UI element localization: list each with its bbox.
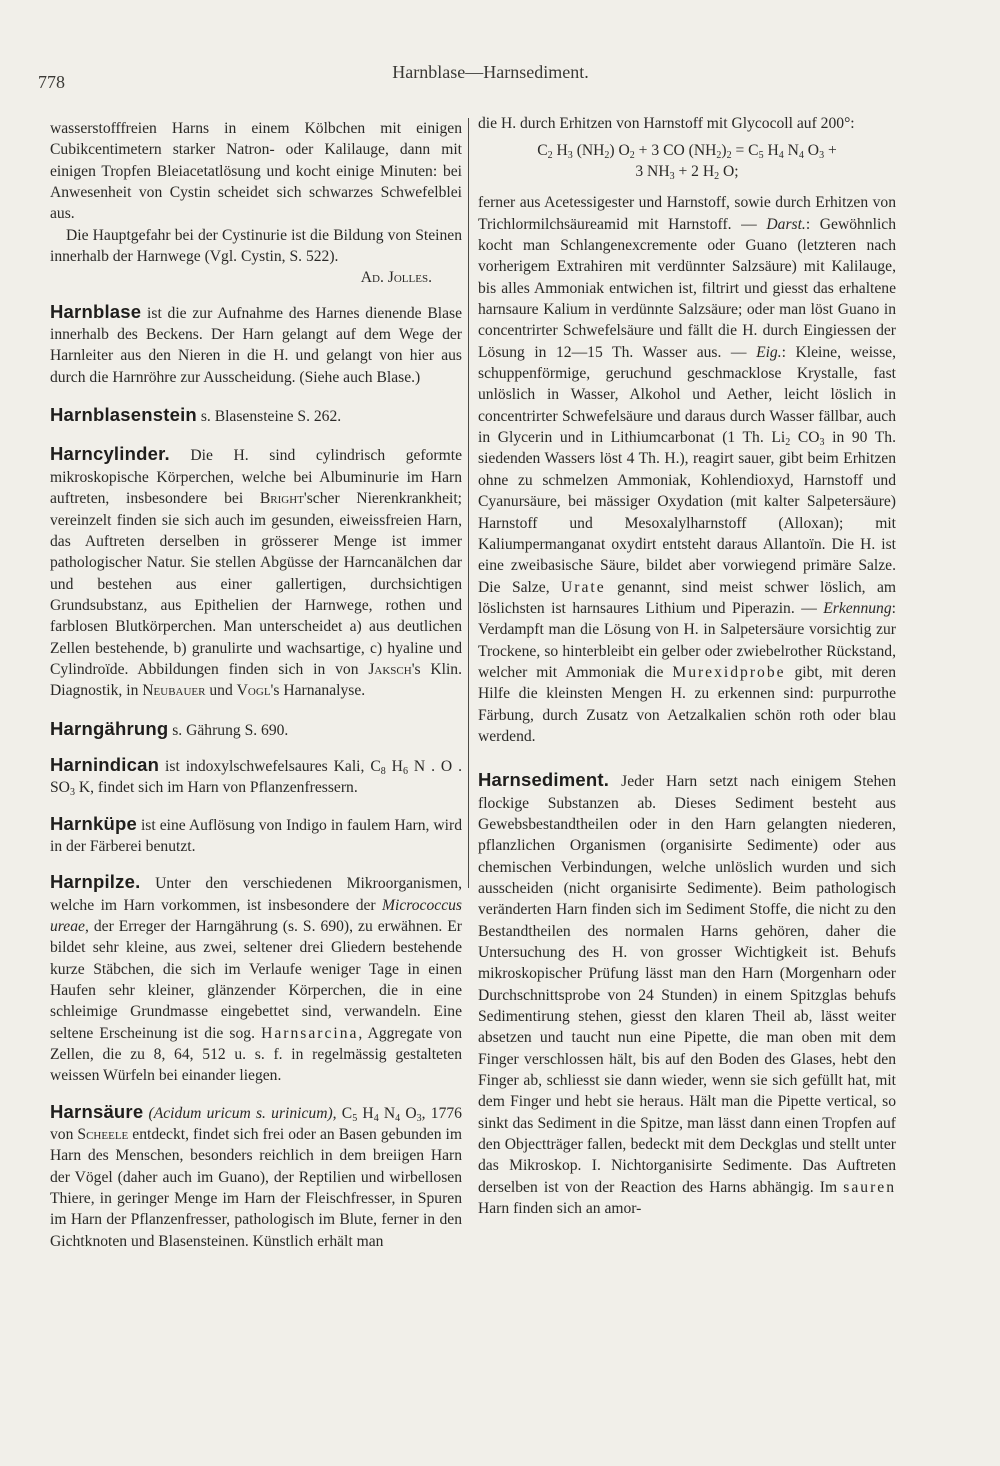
term-urate: Urate — [561, 578, 606, 596]
entry-headword: Harncylinder. — [50, 443, 170, 465]
entry-harnblase — [50, 301, 462, 388]
species-name: Micrococcus ureae — [50, 896, 462, 935]
left-column — [50, 118, 462, 1252]
entry-text: , 1776 von — [50, 1104, 462, 1144]
entry-harngaehrung — [50, 718, 462, 741]
entry-text: und — [205, 682, 237, 700]
harnsaeure-body: ferner aus Acetessigester und Harnstoff, sowie durch Erhitzen von Trichlormilchsäureamid mit Harnstoff. — Darst.: Gewöhnlich kocht man Schlangenexcremente oder Guano (letzteren nach vorherigem Extrahiren mit verdünnter Salzsäure) mit Kalilauge, bis alles Ammoniak entwichen ist, filtrirt und giesst das erhaltene harnsaure Kalium in verdünnte Salzsäure; oder man löst Guano in concentrirter Schwefelsäure und fällt die H. durch Eingiessen der Lösung in 12—15 Th. Wasser aus. — Eig.: Kleine, weisse, schuppenförmige, geruchund geschmacklose Krystalle, fast unlöslich in Wasser, Alkohol und Aether, leicht löslich in concentrirter Schwefelsäure und daraus durch Wasser fällbar, auch in Glycerin und in Lithiumcarbonat (1 Th. $Li_2$ $CO_3$ in 90 Th. siedenden Wassers löst 4 Th. H.), reagirt sauer, gibt beim Erhitzen ohne zu schmelzen Ammoniak, Kohlendioxyd, Harnstoff und Cyanursäure, bei mässiger Oxydation (mit kalter Salpetersäure) Harnstoff und Mesoxalylharnstoff (Alloxan); mit Kaliumpermanganat oxydirt entsteht daraus Allantoïn. Die H. ist eine zweibasische Säure, bildet aber vorwiegend primäre Salze. Die Salze, Urate genannt, sind meist schwer löslich, am löslichsten ist harnsaures Lithium und Piperazin. — Erkennung: Verdampft man die Lösung von H. in Salpetersäure vorsichtig zur Trockene, so hinterbleibt ein gelber oder zwiebelrother Rückstand, welcher mit Ammoniak die Murexidprobe gibt, mit deren Hilfe die kleinsten Mengen H. zu erkennen sind: purpurrothe Färbung, durch Zusatz von Aetzalkalien schön roth oder blau werdend. — [478, 194, 897, 745]
entry-harnindican: Harnindican ist indoxylschwefelsaures Kali, $C_8$ $H_6$ N . O . $SO_3$ K, findet sich im Harn von Pflanzenfressern. — [50, 753, 462, 799]
term-harnsarcina: Harnsarcina — [261, 1024, 359, 1042]
label-eig: Eig. — [756, 343, 782, 361]
name-scheele: Scheele — [77, 1126, 129, 1144]
entry-text: , Aggregate von Zellen, die zu 8, 64, 512 u. s. f. in regelmässig gestalteten weissen Würfeln bei einander liegen. — [50, 1024, 462, 1085]
entry-text: 's Klin. Diagnostik, in — [50, 660, 463, 700]
entry-harnsaeure: Harnsäure (Acidum uricum s. urinicum), $C_5$ $H_4$ $N_4$ $O_3$, 1776 von Scheele entdeckt, findet sich frei oder an Basen gebunden im Harn des Menschen, besonders reichlich in dem breiigen Harn der Vögel (daher auch im Guano), der Reptilien und wirbellosen Thiere, in geringer Menge im Harn der Fleischfresser, in Spuren im Harn der Pflanzenfresser, pathologisch im Blute, ferner in den Gichtknoten und Blasensteinen. Künstlich erhält man — [50, 1100, 462, 1250]
entry-text: : Gewöhnlich kocht man Schlangenexcremente oder Guano (letzteren nach vorherigem Extrahiren mit verdünnter Salzsäure) mit Kalilauge, bis alles Ammoniak entwichen ist, filtrirt und giesst das erhaltene harnsaure Kalium in verdünnte Salzsäure; oder man löst Guano in concentrirter Schwefelsäure und fällt die H. durch Eingiessen der Lösung in 12—15 Th. Wasser aus. — — [478, 215, 896, 361]
continuation-paragraph-2: Die Hauptgefahr bei der Cystinurie ist die Bildung von Steinen innerhalb der Harnwege (Vgl. Cystin, S. 522). — [50, 226, 462, 266]
entry-harncylinder — [50, 443, 462, 701]
entry-text: : Kleine, weisse, schuppenförmige, geruchund geschmacklose Krystalle, fast unlöslich in Wasser, Alkohol und Aether, leicht löslich in concentrirter Schwefelsäure und daraus durch Wasser fällbar, auch in Glycerin und in Lithiumcarbonat (1 Th. Li — [478, 343, 896, 447]
entry-headword: Harnpilze. — [50, 871, 141, 893]
entry-headword: Harnsediment. — [478, 769, 610, 791]
entry-text: , der Erreger der Harngährung (s. S. 690), zu erwähnen. Er bildet sehr kleine, aus zwei, seltener drei Gliedern bestehende kurze Stäbchen, die sich im Verlaufe weniger Tage in einen Haufen sehr kleiner, glänzender Körperchen, die in eine schleimige Grundmasse eingebettet sind, verwandeln. Eine seltene Erscheinung ist die sog. — [50, 918, 462, 1042]
harnsaeure-continuation: die H. durch Erhitzen von Harnstoff mit Glycocoll auf 200°: — [478, 115, 855, 132]
entry-headword: Harnindican — [50, 753, 160, 775]
entry-text: Unter den verschiedenen Mikroorganismen, welche im Harn vorkommen, ist insbesondere der — [50, 875, 462, 914]
entry-text: entdeckt, findet sich frei oder an Basen gebunden im Harn des Menschen, besonders reichlich in dem breiigen Harn der Vögel (daher auch im Guano), der Reptilien und wirbellosen Thiere, in geringer Menge im Harn der Fleischfresser, in Spuren im Harn der Pflanzenfresser, pathologisch im Blute, ferner in den Gichtknoten und Blasensteinen. Künstlich erhält man — [50, 1126, 462, 1250]
term-murexidprobe: Murexidprobe — [672, 663, 786, 681]
entry-headword: Harnblasenstein — [50, 404, 197, 426]
entry-text: : Verdampft man die Lösung von H. in Salpetersäure vorsichtig zur Trockene, so hinterbleibt ein gelber oder zwiebelrother Rückstand, welcher mit Ammoniak die — [478, 599, 896, 681]
reaction-equation: $C_2$ $H_3$ $(NH_2) O_2 + 3$ CO $(NH_2)_2 = C_5$ $H_4$ $N_4$ $O_3$ + 3 $NH_3 + 2$ $H_2$ O; — [537, 142, 837, 183]
entry-text: gibt, mit deren Hilfe die kleinsten Mengen H. zu erkennen sind: purpurrothe Färbung, durch Zusatz von Aetzalkalien schön roth oder blau werdend. — [478, 663, 896, 745]
entry-harnkuepe — [50, 813, 462, 858]
entry-text: in 90 Th. siedenden Wassers löst 4 Th. H.), reagirt sauer, gibt beim Erhitzen ohne zu schmelzen Ammoniak, Kohlendioxyd, Harnstoff und Cyanursäure, bei mässiger Oxydation (mit kalter Salpetersäure) Harnstoff und Mesoxalylharnstoff (Alloxan); mit Kaliumpermanganat oxydirt entsteht daraus Allantoïn. Die H. ist eine zweibasische Säure, bildet aber vorwiegend primäre Salze. Die Salze, — [478, 429, 897, 596]
entry-text: ist indoxylschwefelsaures Kali, C — [159, 757, 381, 775]
entry-harnpilze — [50, 871, 462, 1086]
entry-text: s. Gährung S. 690. — [168, 721, 289, 739]
entry-text: genannt, sind meist schwer löslich, am löslichsten ist harnsaures Lithium und Piperazin. — — [478, 578, 896, 617]
term-sauren: sauren — [843, 1178, 896, 1196]
entry-text: , findet sich im Harn von Pflanzenfressern. — [90, 779, 358, 797]
page-number: 778 — [38, 72, 65, 92]
entry-headword: Harnküpe — [50, 812, 137, 834]
entry-text: 'scher Nierenkrankheit; vereinzelt finden sie sich auch im gesunden, eiweissfreien Harn, das Auftreten derselben in grösserer Menge ist immer pathologischer Natur. Sie stellen Abgüsse der Harncanälchen dar und bestehen aus einer gallertigen, durchsichtigen Grundsubstanz, aus Epithelien der Harnwege, rothen und farblosen Blutkörperchen. Man unterscheidet a) aus deutlichen Zellen bestehende, b) granulirte und wachsartige, c) hyaline und Cylindroïde. Abbildungen finden sich in von — [50, 490, 462, 678]
column-divider — [468, 118, 469, 888]
name-jaksch: Jaksch — [368, 660, 412, 678]
running-title: Harnblase—Harnsediment. — [392, 62, 589, 82]
entry-text: Die H. sind cylindrisch geformte mikroskopische Körperchen, welche bei Albuminurie im Harn auftreten, insbesondere bei — [50, 447, 462, 508]
entry-headword: Harngährung — [50, 717, 169, 739]
name-vogl: Vogl — [236, 682, 271, 700]
label-erkennung: Erkennung — [823, 599, 892, 617]
author-signature: Ad. Jolles. — [360, 269, 432, 287]
latin-name: (Acidum uricum s. urinicum), — [143, 1104, 337, 1122]
entry-headword: Harnsäure — [50, 1100, 144, 1122]
label-darst: Darst. — [766, 215, 806, 233]
entry-text: 's Harnanalyse. — [270, 682, 366, 700]
entry-text: ist eine Auflösung von Indigo in faulem Harn, wird in der Färberei benutzt. — [50, 816, 462, 855]
name-bright: Bright — [259, 490, 304, 508]
entry-text: s. Blasensteine S. 262. — [196, 408, 342, 426]
page-header — [38, 62, 943, 90]
entry-harnblasenstein — [50, 404, 462, 427]
continuation-paragraph: wasserstofffreien Harns in einem Kölbchen mit einigen Cubikcentimetern starker Natron- oder Kalilauge, dann mit einigen Tropfen Bleiacetatlösung und kocht einige Minuten: bei Anwesenheit von Cystin scheidet sich schwarzes Schwefelblei aus. — [50, 120, 462, 223]
entry-headword: Harnblase — [50, 300, 142, 322]
entry-harnsediment — [478, 769, 896, 1219]
right-column — [478, 113, 896, 1220]
entry-text: ist die zur Aufnahme des Harnes dienende Blase innerhalb des Beckens. Der Harn gelangt auf dem Wege der Harnleiter aus den Nieren in die H. und gelangt von hier aus durch die Harnröhre zur Ausscheidung. (Siehe auch Blase.) — [50, 304, 462, 386]
name-neubauer: Neubauer — [142, 682, 206, 700]
entry-text: ferner aus Acetessigester und Harnstoff, sowie durch Erhitzen von Trichlormilchsäureamid mit Harnstoff. — — [478, 194, 896, 233]
entry-text: Jeder Harn setzt nach einigem Stehen flockige Substanzen ab. Dieses Sediment besteht aus Gewebsbestandtheilen oder in den Harn gelangten niederen, pflanzlichen Organismen (organisirte Sedimente) oder aus chemischen Verbindungen, welche unlöslich wurden und sich ausscheiden (nicht organisirte Sedimente). Beim pathologisch veränderten Harn finden sich im Sediment Stoffe, die nicht zu den Bestandtheilen des normalen Harns gehören, daher die Untersuchung des H. von grosser Wichtigkeit ist. Behufs mikroskopischer Prüfung lässt man den Harn (Morgenharn oder Durchschnittsprobe von 24 Stunden) in einem Spitzglas behufs Sedimentirung stehen, giesst den klaren Theil ab, lässt weiter absetzen und taucht nun eine Pipette, die man oben mit dem Finger verschlossen hält, bis auf den Boden des Glases, hebt den Finger ab, schliesst sie dann wieder, wenn sie sich gefüllt hat, mit dem Finger und hebt sie heraus. Hält man die Pipette vertical, so sinkt das Sediment in die Spitze, man lässt dann einen Tropfen auf den Objectträger fallen, bedeckt mit dem Deckglas und stellt unter das Mikroskop. I. Nichtorganisirte Sedimente. Das Auftreten derselben ist von der Reaction des Harns abhängig. Im — [478, 773, 896, 1196]
entry-text: Harn finden sich an amor- — [478, 1200, 642, 1218]
